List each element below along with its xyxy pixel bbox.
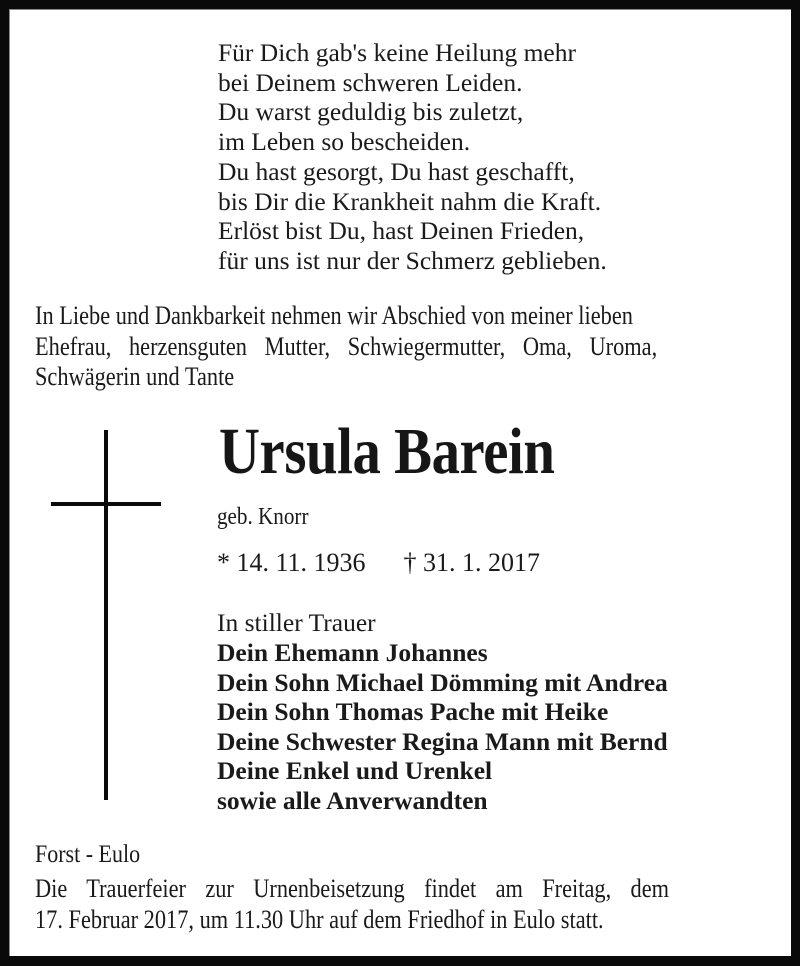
life-dates xyxy=(217,548,540,578)
mourner-item: Deine Schwester Regina Mann mit Bernd xyxy=(217,726,668,756)
maiden-name: geb. Knorr xyxy=(217,504,309,530)
intro-line: Schwägerin und Tante xyxy=(35,362,235,391)
deceased-name: Ursula Barein xyxy=(219,415,555,488)
mourners-list xyxy=(217,638,668,816)
mourner-item: Deine Enkel und Urenkel xyxy=(217,756,493,786)
mourners-heading: In stiller Trauer xyxy=(217,608,376,637)
poem-line: Für Dich gab's keine Heilung mehr xyxy=(218,38,576,67)
cross-horizontal-bar xyxy=(51,502,161,506)
place-name: Forst - Eulo xyxy=(35,841,141,868)
poem-line: im Leben so bescheiden. xyxy=(218,127,471,157)
intro-paragraph xyxy=(35,301,765,393)
poem-line: bei Deinem schweren Leiden. xyxy=(218,67,523,97)
ceremony-notice xyxy=(35,873,765,935)
poem xyxy=(218,38,607,276)
mourner-item: Dein Ehemann Johannes xyxy=(217,638,488,667)
mourner-item: Dein Sohn Michael Dömming mit Andrea xyxy=(217,667,668,697)
poem-line: Du warst geduldig bis zuletzt, xyxy=(218,97,524,127)
death-date: † 31. 1. 2017 xyxy=(403,548,541,577)
poem-line: Erlöst bist Du, hast Deinen Frieden, xyxy=(218,216,585,246)
obituary-card xyxy=(9,9,791,956)
mourner-item: sowie alle Anverwandten xyxy=(217,785,488,815)
ceremony-line: Die Trauerfeier zur Urnenbeisetzung findet am Freitag, dem xyxy=(35,874,670,903)
poem-line: Du hast gesorgt, Du hast geschafft, xyxy=(218,156,575,186)
intro-line: In Liebe und Dankbarkeit nehmen wir Abschied von meiner lieben xyxy=(35,301,633,330)
intro-line: Ehefrau, herzensguten Mutter, Schwiegermutter, Oma, Uroma, xyxy=(35,331,658,361)
birth-date: * 14. 11. 1936 xyxy=(217,548,366,577)
poem-line: für uns ist nur der Schmerz geblieben. xyxy=(218,245,607,275)
ceremony-line: 17. Februar 2017, um 11.30 Uhr auf dem Friedhof in Eulo statt. xyxy=(35,905,604,934)
cross-vertical-bar xyxy=(104,430,108,800)
mourner-item: Dein Sohn Thomas Pache mit Heike xyxy=(217,697,609,727)
poem-line: bis Dir die Krankheit nahm die Kraft. xyxy=(218,186,602,216)
